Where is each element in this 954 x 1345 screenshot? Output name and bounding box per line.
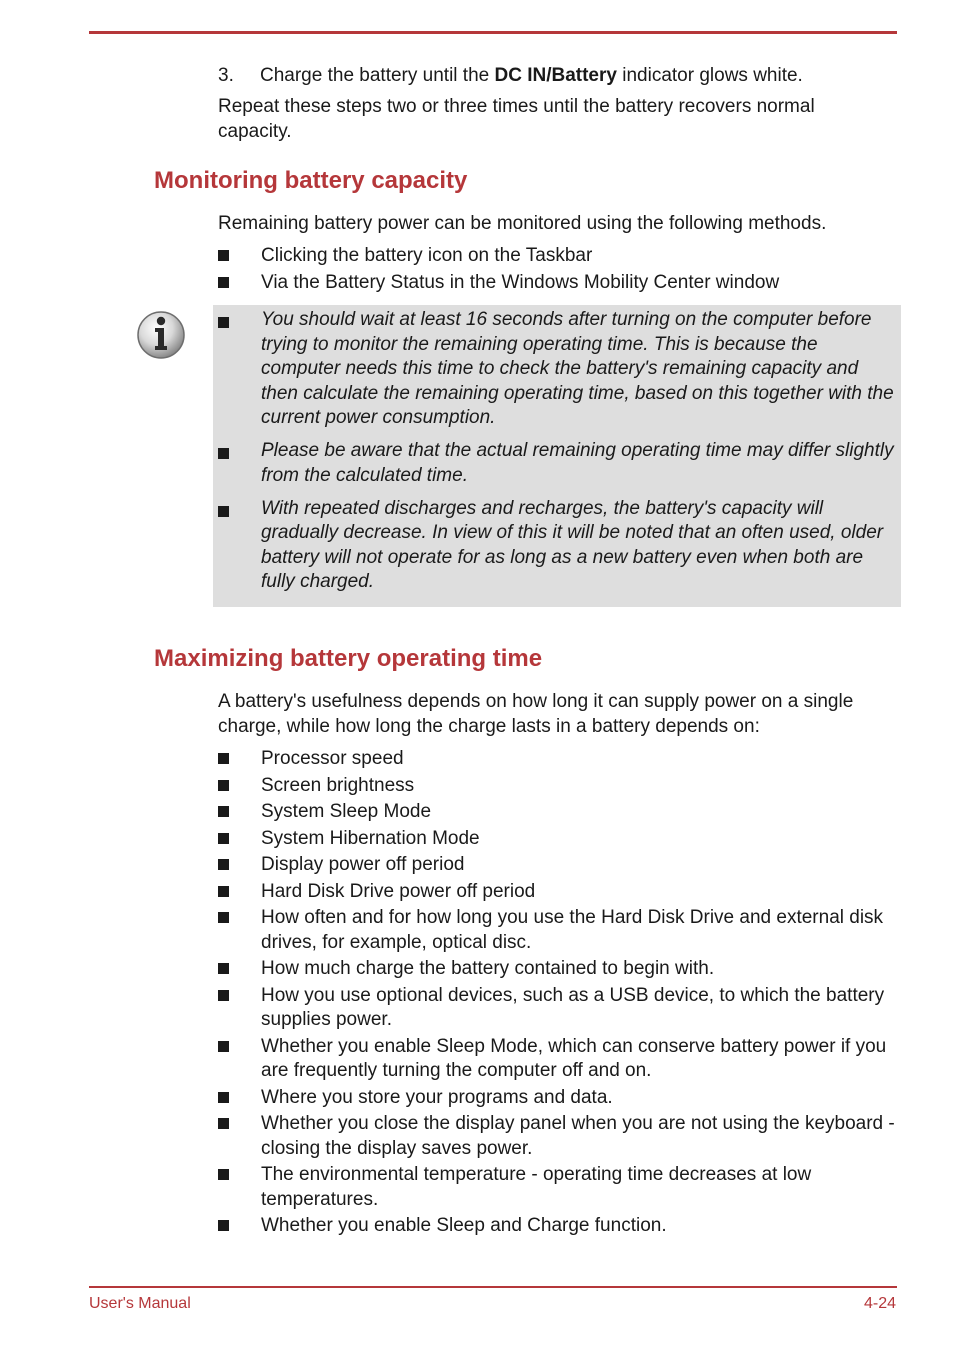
list-item-text: Whether you close the display panel when you are not using the keyboard - closing the display saves power.: [261, 1113, 895, 1159]
monitoring-intro: Remaining battery power can be monitored using the following methods.: [218, 213, 827, 234]
list-item: [218, 747, 898, 772]
bullet-square: [218, 1092, 229, 1103]
monitoring-list: [218, 244, 898, 295]
footer-manual-title: User's Manual: [89, 1295, 191, 1312]
footer-page-number: 4-24: [863, 1295, 896, 1312]
bullet-square: [218, 963, 229, 974]
bullet-square: [218, 912, 229, 923]
bullet-square: [218, 1041, 229, 1052]
note-item-text: Please be aware that the actual remaining operating time may differ slightly from the calculated time.: [261, 440, 894, 486]
note-item: [218, 439, 898, 488]
list-item: [218, 984, 898, 1033]
bullet-square: [218, 886, 229, 897]
bullet-square: [218, 833, 229, 844]
section-heading-maximizing: Maximizing battery operating time: [154, 645, 543, 672]
list-item: [218, 244, 898, 269]
list-item-text: Where you store your programs and data.: [261, 1086, 613, 1108]
maximizing-intro: A battery's usefulness depends on how long it can supply power on a single charge, while how long the charge lasts in a battery depends on:: [218, 691, 854, 737]
bullet-square: [218, 1169, 229, 1180]
list-item-text: Display power off period: [261, 854, 465, 875]
bullet-square: [218, 277, 229, 288]
bullet-square: [218, 753, 229, 764]
list-item-text: System Hibernation Mode: [261, 827, 480, 849]
list-item: [218, 1214, 898, 1239]
list-item: [218, 853, 898, 878]
list-item: [218, 1163, 898, 1212]
list-item-text: Hard Disk Drive power off period: [261, 880, 536, 902]
bullet-square: [218, 780, 229, 791]
list-item: [218, 1035, 898, 1084]
step-text: [260, 64, 803, 88]
repeat-paragraph: Repeat these steps two or three times until the battery recovers normal capacity.: [218, 96, 815, 142]
bullet-square: [218, 250, 229, 261]
footer-rule: [89, 1286, 897, 1288]
bullet-square: [218, 990, 229, 1001]
list-item-text: How often and for how long you use the Hard Disk Drive and external disk drives, for example, optical disc.: [261, 907, 884, 953]
list-item: [218, 774, 898, 799]
bullet-square: [218, 1118, 229, 1129]
info-icon: [136, 308, 186, 360]
list-item: [218, 1112, 898, 1161]
header-rule: [89, 31, 897, 34]
step-text-after: indicator glows white.: [616, 65, 803, 86]
list-item: [218, 1086, 898, 1111]
note-box: [213, 305, 901, 607]
list-item: [218, 880, 898, 905]
note-item-text: You should wait at least 16 seconds after turning on the computer before trying to monitor the remaining operating time. This is because the computer needs this time to check the battery's remaining capacity and then calculate the remaining operating time, based on this together with the current power consumption.: [261, 309, 894, 428]
step-text-before: Charge the battery until the: [260, 65, 495, 86]
list-item-text: Screen brightness: [261, 774, 415, 796]
list-item: [218, 906, 898, 955]
bullet-square: [218, 859, 229, 870]
bullet-square: [218, 1220, 229, 1231]
list-item-text: Clicking the battery icon on the Taskbar: [261, 245, 593, 266]
step-text-bold: DC IN/Battery: [494, 65, 617, 86]
bullet-square: [218, 448, 229, 459]
list-item-text: Via the Battery Status in the Windows Mobility Center window: [261, 271, 780, 293]
note-item: [218, 497, 898, 595]
list-item: [218, 271, 898, 296]
section-heading-monitoring: Monitoring battery capacity: [154, 167, 468, 194]
list-item: [218, 827, 898, 852]
list-item-text: Processor speed: [261, 748, 404, 769]
list-item-text: Whether you enable Sleep Mode, which can conserve battery power if you are frequently turning the computer off and on.: [261, 1035, 887, 1081]
note-item: [218, 308, 898, 431]
list-item-text: How much charge the battery contained to begin with.: [261, 958, 715, 979]
list-item-text: System Sleep Mode: [261, 801, 432, 822]
note-item-text: With repeated discharges and recharges, the battery's capacity will gradually decrease. In view of this it will be noted that an often used, older battery will not operate for as long as a new battery even when both are fully charged.: [261, 497, 884, 592]
list-item-text: How you use optional devices, such as a USB device, to which the battery supplies power.: [261, 984, 885, 1030]
list-item-text: The environmental temperature - operating time decreases at low temperatures.: [261, 1164, 812, 1210]
bullet-square: [218, 506, 229, 517]
list-item: [218, 800, 898, 825]
bullet-square: [218, 317, 229, 328]
list-item-text: Whether you enable Sleep and Charge function.: [261, 1215, 667, 1236]
note-list: [218, 308, 898, 603]
step-number: 3.: [218, 65, 234, 86]
list-item: [218, 957, 898, 982]
maximizing-list: [218, 747, 898, 1241]
bullet-square: [218, 806, 229, 817]
